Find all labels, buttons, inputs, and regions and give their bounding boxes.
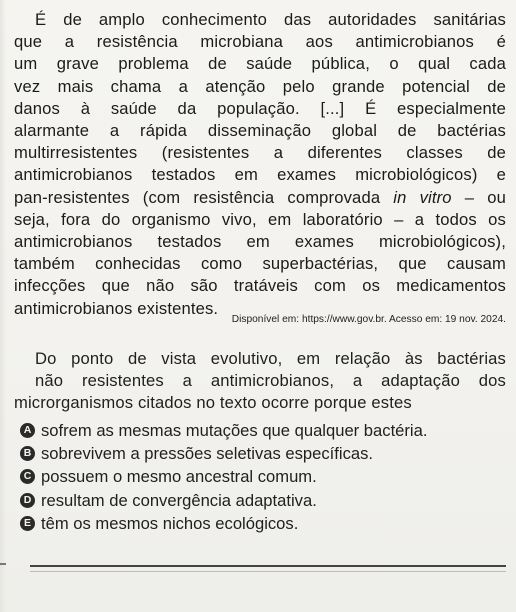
text-line: antimicrobianos testados em exames microbiológicos), <box>14 232 506 252</box>
source-citation: Disponível em: https://www.gov.br. Acesso em: 19 nov. 2024. <box>231 314 506 325</box>
text-line-with-italic <box>14 187 506 209</box>
text-line: um grave problema de saúde pública, o qual cada <box>14 54 506 74</box>
option-text: têm os mesmos nichos ecológicos. <box>41 513 299 533</box>
text-line: danos à saúde da população. [...] É especialmente <box>14 98 506 118</box>
option-text: sobrevivem a pressões seletivas específicas. <box>41 444 374 464</box>
option-d[interactable] <box>20 489 510 512</box>
italic-term: in vitro <box>393 187 452 207</box>
option-letter-d: D <box>20 493 35 508</box>
question-line: microrganismos citados no texto ocorre porque estes <box>14 393 412 413</box>
text-line: alarmante a rápida disseminação global de bactérias <box>14 121 506 141</box>
option-letter-c: C <box>20 469 35 484</box>
text-line: antimicrobianos testados em exames microbiológicos) e <box>14 165 506 185</box>
text-line: vez mais chama a atenção pelo grande potencial de <box>14 76 506 96</box>
text-segment: – ou <box>451 187 506 207</box>
option-c[interactable] <box>20 465 510 488</box>
divider-line-faint <box>30 571 506 572</box>
text-line: multirresistentes (resistentes a diferentes classes de <box>14 143 506 163</box>
option-letter-e: E <box>20 516 35 531</box>
question-line: Do ponto de vista evolutivo, em relação às bactérias <box>35 349 506 368</box>
page-edge-shadow <box>0 0 6 612</box>
option-text: possuem o mesmo ancestral comum. <box>41 467 317 487</box>
text-line: É de amplo conhecimento das autoridades sanitárias <box>35 10 506 29</box>
option-letter-b: B <box>20 446 35 461</box>
source-text <box>14 9 506 320</box>
option-letter-a: A <box>20 423 35 438</box>
divider-line <box>30 565 506 567</box>
text-line: também conhecidas como superbactérias, que causam <box>14 254 506 274</box>
question-stem <box>14 348 506 415</box>
option-text: sofrem as mesmas mutações que qualquer bactéria. <box>41 421 428 440</box>
text-line: que a resistência microbiana aos antimicrobianos é <box>14 32 506 52</box>
text-line: infecções que não são tratáveis com os medicamentos <box>14 276 506 296</box>
option-text: resultam de convergência adaptativa. <box>41 490 317 510</box>
text-line: seja, fora do organismo vivo, em laboratório – a todos os <box>14 209 506 229</box>
answer-options <box>20 419 510 535</box>
option-e[interactable] <box>20 512 510 535</box>
question-line: não resistentes a antimicrobianos, a adaptação dos <box>35 371 506 391</box>
margin-tick <box>0 563 6 565</box>
option-b[interactable] <box>20 442 510 465</box>
option-a[interactable] <box>20 419 510 442</box>
text-line: antimicrobianos existentes. <box>14 298 219 318</box>
text-segment: pan-resistentes (com resistência comprovada <box>14 187 394 207</box>
